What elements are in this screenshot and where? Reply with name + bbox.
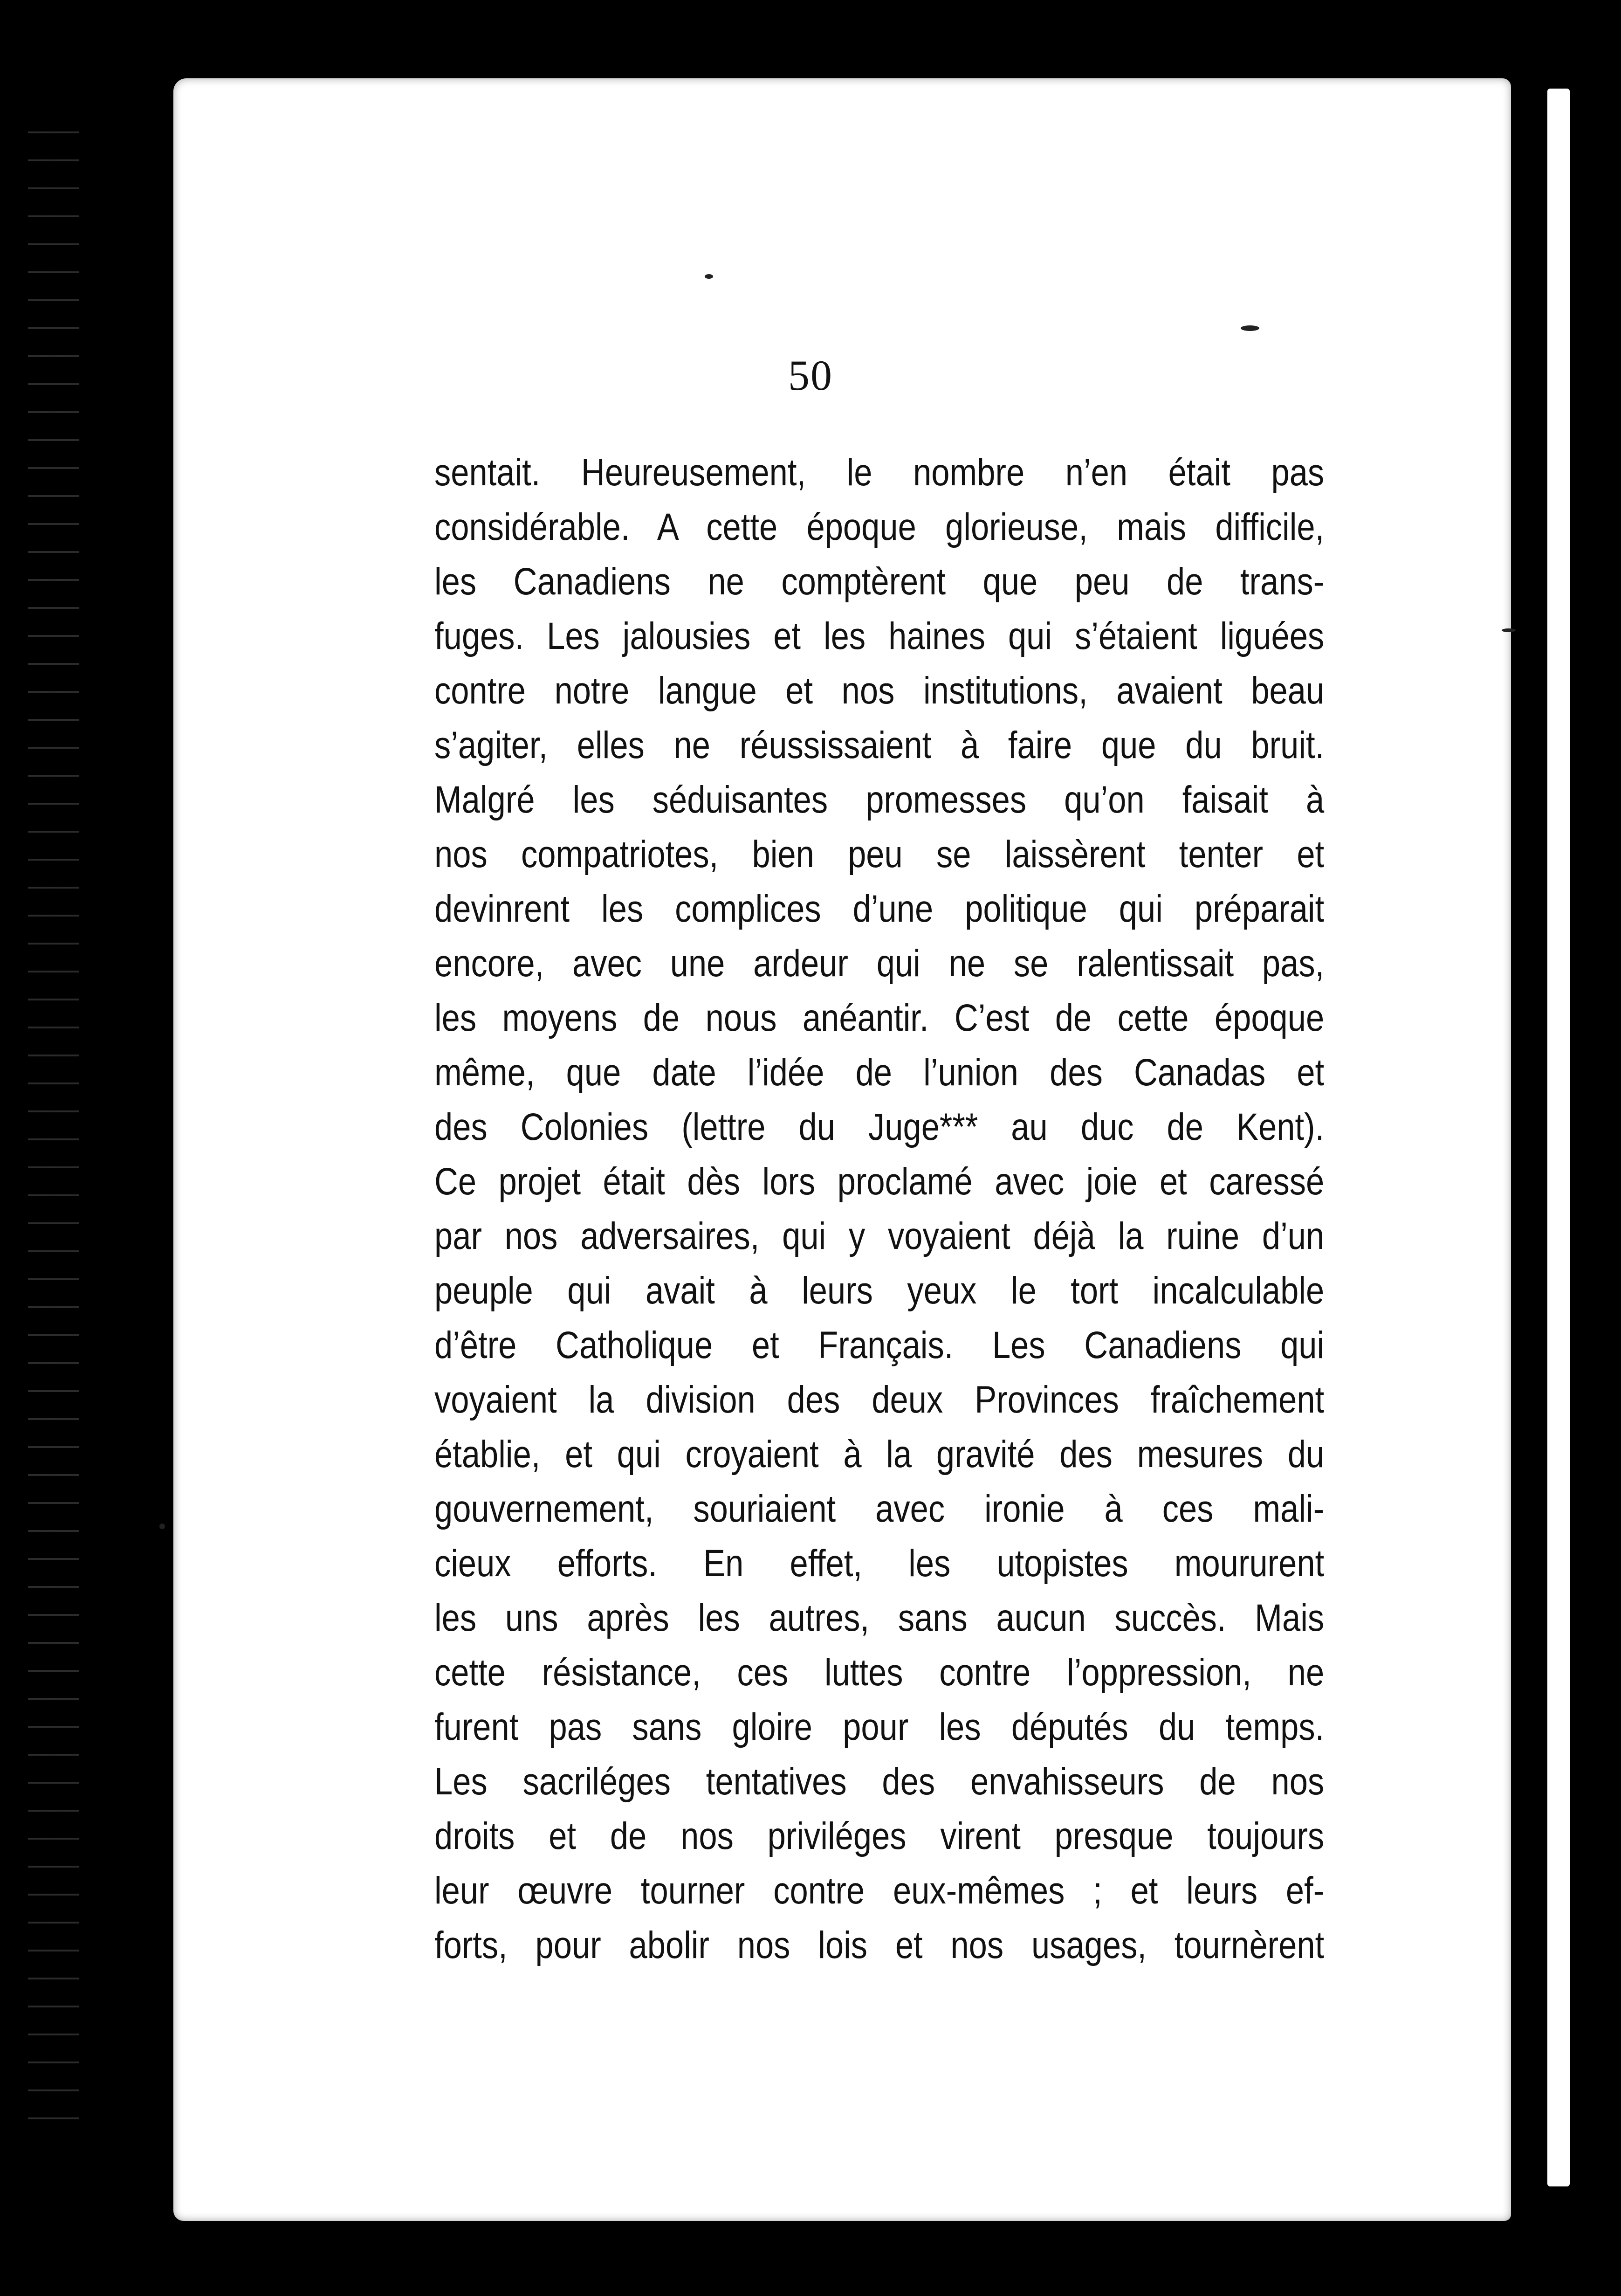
- text-line: fuges. Les jalousies et les haines qui s’étaient liguées: [434, 615, 1325, 657]
- text-line: s’agiter, elles ne réussissaient à faire que du bruit.: [434, 724, 1325, 766]
- text-line: cette résistance, ces luttes contre l’oppression, ne: [434, 1651, 1325, 1694]
- text-line: furent pas sans gloire pour les députés du temps.: [434, 1706, 1325, 1748]
- scan-speck: [1502, 628, 1516, 632]
- text-line: d’être Catholique et Français. Les Canadiens qui: [434, 1324, 1325, 1366]
- book-binding-edge: [28, 121, 79, 2126]
- body-text: [434, 445, 1325, 1972]
- text-line: leur œuvre tourner contre eux-mêmes ; et leurs ef-: [434, 1869, 1325, 1912]
- text-line: par nos adversaires, qui y voyaient déjà la ruine d’un: [434, 1215, 1325, 1257]
- scan-speck: [705, 274, 713, 279]
- text-line: gouvernement, souriaient avec ironie à ces mali-: [434, 1488, 1325, 1530]
- text-line: nos compatriotes, bien peu se laissèrent tenter et: [434, 833, 1325, 876]
- text-line: les uns après les autres, sans aucun succès. Mais: [434, 1597, 1325, 1639]
- text-line: même, que date l’idée de l’union des Canadas et: [434, 1051, 1325, 1094]
- text-line: contre notre langue et nos institutions, avaient beau: [434, 669, 1325, 712]
- text-line: voyaient la division des deux Provinces fraîchement: [434, 1379, 1325, 1421]
- page-number: 50: [788, 352, 833, 399]
- text-line: les Canadiens ne comptèrent que peu de trans-: [434, 560, 1325, 603]
- text-line: encore, avec une ardeur qui ne se ralentissait pas,: [434, 942, 1325, 985]
- text-line: les moyens de nous anéantir. C’est de cette époque: [434, 997, 1325, 1039]
- scan-speck: [159, 1524, 165, 1529]
- text-line: Malgré les séduisantes promesses qu’on faisait à: [434, 779, 1325, 821]
- text-line: forts, pour abolir nos lois et nos usages, tournèrent: [434, 1924, 1325, 1966]
- text-line: peuple qui avait à leurs yeux le tort incalculable: [434, 1269, 1325, 1312]
- text-line: Ce projet était dès lors proclamé avec joie et caressé: [434, 1160, 1325, 1203]
- next-page-edge: [1547, 89, 1570, 2186]
- text-line: sentait. Heureusement, le nombre n’en était pas: [434, 451, 1325, 494]
- text-line: considérable. A cette époque glorieuse, mais difficile,: [434, 506, 1325, 548]
- text-line: droits et de nos priviléges virent presque toujours: [434, 1815, 1325, 1857]
- text-line: cieux efforts. En effet, les utopistes moururent: [434, 1542, 1325, 1585]
- text-line: devinrent les complices d’une politique qui préparait: [434, 888, 1325, 930]
- scan-speck: [1241, 325, 1259, 331]
- text-line: des Colonies (lettre du Juge*** au duc de Kent).: [434, 1106, 1325, 1148]
- text-line: établie, et qui croyaient à la gravité des mesures du: [434, 1433, 1325, 1476]
- text-line: Les sacriléges tentatives des envahisseurs de nos: [434, 1760, 1325, 1803]
